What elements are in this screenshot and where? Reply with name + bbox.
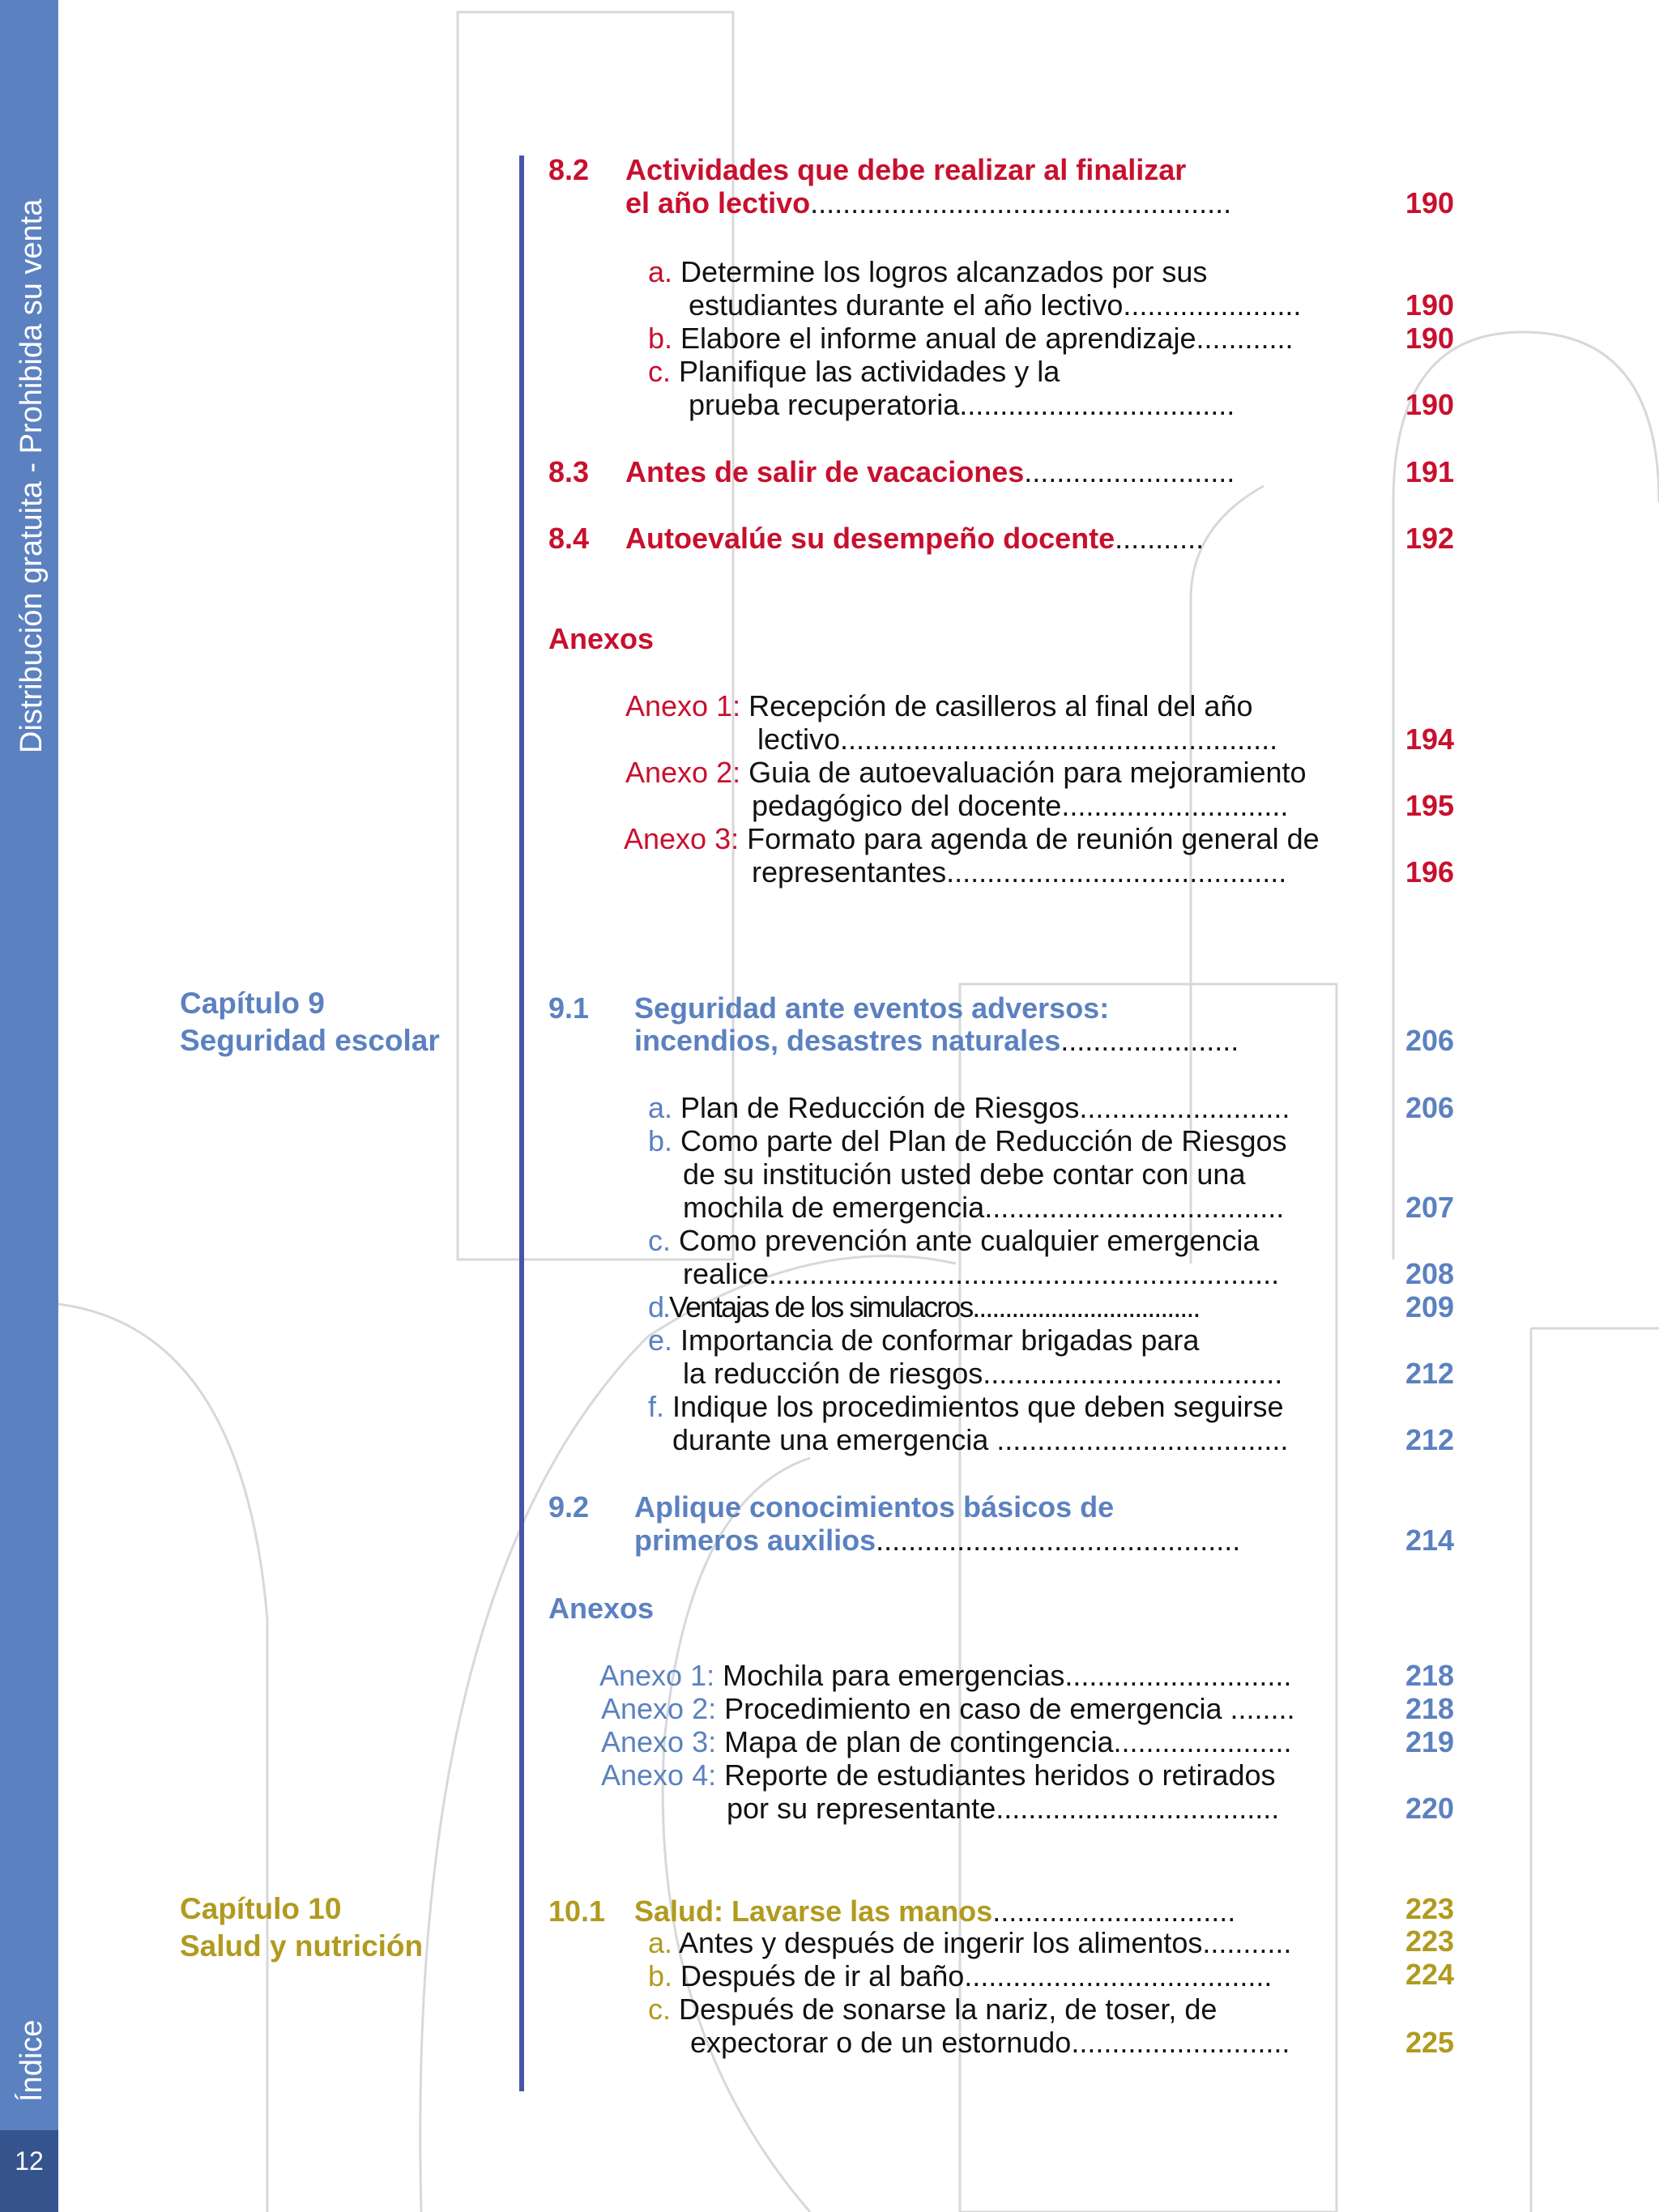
item-text: Elabore el informe anual de aprendizaje............	[680, 322, 1294, 355]
section-title-10-1	[634, 1894, 1235, 1929]
item-letter: b.	[648, 1959, 673, 1993]
leader-dots: .............................................	[876, 1524, 1241, 1557]
anexos-heading-ch9: Anexos	[548, 1592, 655, 1625]
section-number-8-3: 8.3	[548, 455, 590, 488]
anexo-9-4	[601, 1758, 1276, 1792]
anexo-8-3	[624, 822, 1320, 856]
item-letter: e.	[648, 1323, 673, 1357]
toc-item-9-1-d	[648, 1290, 1199, 1324]
page-ref: 194	[1405, 722, 1455, 756]
chapter-9-label: Capítulo 9	[180, 987, 325, 1020]
item-letter: a.	[648, 255, 673, 288]
toc-item-9-1-b-cont: de su institución usted debe contar con una	[683, 1157, 1246, 1191]
anexo-text: Mapa de plan de contingencia......................	[724, 1725, 1292, 1758]
item-letter: d.	[648, 1290, 670, 1323]
section-title-text: Antes de salir de vacaciones	[625, 455, 1025, 488]
anexo-text: Mochila para emergencias............................	[723, 1659, 1292, 1692]
page-ref: 207	[1405, 1191, 1455, 1224]
section-title-9-2-line1: Aplique conocimientos básicos de	[634, 1490, 1115, 1524]
item-letter: c.	[648, 1224, 672, 1257]
page-ref: 192	[1405, 522, 1455, 555]
page-ref: 214	[1405, 1524, 1455, 1557]
toc-item-9-1-c	[648, 1224, 1259, 1258]
section-title-9-1-line1: Seguridad ante eventos adversos:	[634, 991, 1110, 1025]
item-text: Después de ir al baño......................................	[680, 1959, 1273, 1993]
section-number-10-1: 10.1	[548, 1894, 606, 1928]
section-title-8-2-text: el año lectivo	[625, 186, 811, 219]
section-title-9-1-line2	[634, 1024, 1239, 1058]
chapter-9-title: Seguridad escolar	[180, 1024, 440, 1057]
section-number-8-4: 8.4	[548, 522, 590, 555]
page-ref: 191	[1405, 455, 1455, 488]
anexo-8-1-cont: lectivo......................................................	[757, 722, 1278, 756]
toc-item-9-1-c-cont: realice...............................................................	[683, 1257, 1280, 1290]
page-ref: 190	[1405, 388, 1455, 421]
section-number-8-2: 8.2	[548, 153, 590, 186]
anexo-text: Guia de autoevaluación para mejoramiento	[748, 756, 1307, 789]
page-ref: 224	[1405, 1958, 1455, 1991]
anexo-text: Reporte de estudiantes heridos o retirados	[724, 1758, 1276, 1792]
anexo-8-3-cont: representantes..........................................	[752, 855, 1287, 889]
leader-dots: ....................................................	[810, 186, 1232, 219]
page-ref: 196	[1405, 855, 1455, 889]
anexo-8-2-cont: pedagógico del docente............................	[752, 789, 1289, 822]
page-ref: 218	[1405, 1659, 1455, 1692]
leader-dots: ..............................	[992, 1894, 1236, 1928]
page-ref: 190	[1405, 186, 1455, 219]
anexo-text: Recepción de casilleros al final del año	[748, 689, 1253, 722]
anexo-8-1	[625, 689, 1253, 723]
toc-item-10-1-b	[648, 1959, 1272, 1993]
page-ref: 223	[1405, 1924, 1455, 1958]
item-text: Determine los logros alcanzados por sus	[680, 255, 1208, 288]
toc-item-9-1-a	[648, 1091, 1290, 1125]
item-text: Importancia de conformar brigadas para	[680, 1323, 1200, 1357]
item-letter: f.	[648, 1390, 665, 1423]
page-ref: 212	[1405, 1423, 1455, 1456]
page-ref: 225	[1405, 2026, 1455, 2059]
section-number-9-2: 9.2	[548, 1490, 590, 1524]
anexo-text: Formato para agenda de reunión general de	[747, 822, 1320, 855]
page-ref: 219	[1405, 1725, 1455, 1758]
toc-item-9-1-f-cont: durante una emergencia ....................................	[672, 1423, 1289, 1456]
toc-item-10-1-a	[648, 1926, 1291, 1960]
section-title-text: primeros auxilios	[634, 1524, 876, 1557]
section-title-8-2-line1: Actividades que debe realizar al finalizar	[625, 153, 1187, 186]
section-title-8-3	[625, 455, 1235, 489]
item-letter: b.	[648, 322, 673, 355]
page-ref: 223	[1405, 1892, 1455, 1925]
item-letter: b.	[648, 1124, 673, 1157]
anexo-label: Anexo 1:	[599, 1659, 715, 1692]
toc-item-8-2-a	[648, 255, 1207, 289]
item-letter: c.	[648, 1993, 672, 2026]
anexo-label: Anexo 3:	[601, 1725, 717, 1758]
anexo-label: Anexo 3:	[624, 822, 740, 855]
anexo-text: Procedimiento en caso de emergencia ........	[724, 1692, 1295, 1725]
anexo-8-2	[625, 756, 1307, 790]
section-title-8-2-line2	[625, 186, 1231, 220]
page-ref: 206	[1405, 1091, 1455, 1124]
section-title-text: Salud: Lavarse las manos	[634, 1894, 993, 1928]
chapter-10-title: Salud y nutrición	[180, 1929, 424, 1963]
anexo-label: Anexo 2:	[601, 1692, 717, 1725]
sidebar-distribution-text: Distribución gratuita - Prohibida su venta	[15, 198, 49, 753]
chapter-10-label: Capítulo 10	[180, 1892, 342, 1925]
section-title-8-4	[625, 522, 1204, 556]
page-ref: 212	[1405, 1357, 1455, 1390]
section-title-9-2-line2	[634, 1524, 1240, 1558]
item-letter: c.	[648, 355, 672, 388]
page-number: 12	[0, 2130, 58, 2212]
section-title-text: incendios, desastres naturales	[634, 1024, 1061, 1057]
anexo-label: Anexo 1:	[625, 689, 741, 722]
page-ref: 190	[1405, 322, 1455, 355]
item-text: Ventajas de los simulacros...................................	[669, 1290, 1200, 1323]
page-ref: 220	[1405, 1792, 1455, 1825]
page-ref: 206	[1405, 1024, 1455, 1057]
anexo-9-1	[599, 1659, 1291, 1693]
section-title-text: Autoevalúe su desempeño docente	[625, 522, 1115, 555]
toc-item-10-1-c-cont: expectorar o de un estornudo...........................	[690, 2026, 1290, 2059]
page-ref: 195	[1405, 789, 1455, 822]
leader-dots: ......................	[1060, 1024, 1239, 1057]
toc-item-9-1-b-cont2: mochila de emergencia.....................................	[683, 1191, 1285, 1224]
item-text: Plan de Reducción de Riesgos..........................	[680, 1091, 1290, 1124]
item-text: Planifique las actividades y la	[679, 355, 1060, 388]
item-text: Indique los procedimientos que deben seguirse	[672, 1390, 1284, 1423]
toc-item-9-1-e-cont: la reducción de riesgos.....................................	[683, 1357, 1283, 1390]
anexo-9-4-cont: por su representante...................................	[727, 1792, 1280, 1825]
item-text: Después de sonarse la nariz, de toser, de	[679, 1993, 1218, 2026]
anexos-heading-ch8: Anexos	[548, 622, 655, 655]
page-ref: 209	[1405, 1290, 1455, 1323]
item-letter: a.	[648, 1926, 673, 1959]
item-text: Como prevención ante cualquier emergencia	[679, 1224, 1260, 1257]
anexo-9-2	[601, 1692, 1295, 1726]
toc-item-8-2-c	[648, 355, 1060, 389]
toc-item-8-2-c-cont: prueba recuperatoria..................................	[689, 388, 1235, 421]
index-rule	[519, 156, 524, 2091]
item-letter: a.	[648, 1091, 673, 1124]
leader-dots: ...........	[1115, 522, 1205, 555]
item-text: Como parte del Plan de Reducción de Riesgos	[680, 1124, 1287, 1157]
section-number-9-1: 9.1	[548, 991, 590, 1025]
toc-item-8-2-a-cont: estudiantes durante el año lectivo......................	[689, 288, 1302, 322]
anexo-9-3	[601, 1725, 1292, 1759]
page-ref: 190	[1405, 288, 1455, 322]
toc-item-10-1-c	[648, 1993, 1217, 2027]
toc-item-8-2-b	[648, 322, 1294, 356]
leader-dots: ..........................	[1024, 455, 1235, 488]
item-text: Antes y después de ingerir los alimentos...........	[679, 1926, 1292, 1959]
page-ref: 218	[1405, 1692, 1455, 1725]
toc-item-9-1-f	[648, 1390, 1284, 1424]
toc-item-9-1-e	[648, 1323, 1199, 1357]
anexo-label: Anexo 2:	[625, 756, 741, 789]
anexo-label: Anexo 4:	[601, 1758, 717, 1792]
sidebar-section-title: Índice	[15, 2019, 49, 2102]
toc-item-9-1-b	[648, 1124, 1287, 1158]
page-ref: 208	[1405, 1257, 1455, 1290]
